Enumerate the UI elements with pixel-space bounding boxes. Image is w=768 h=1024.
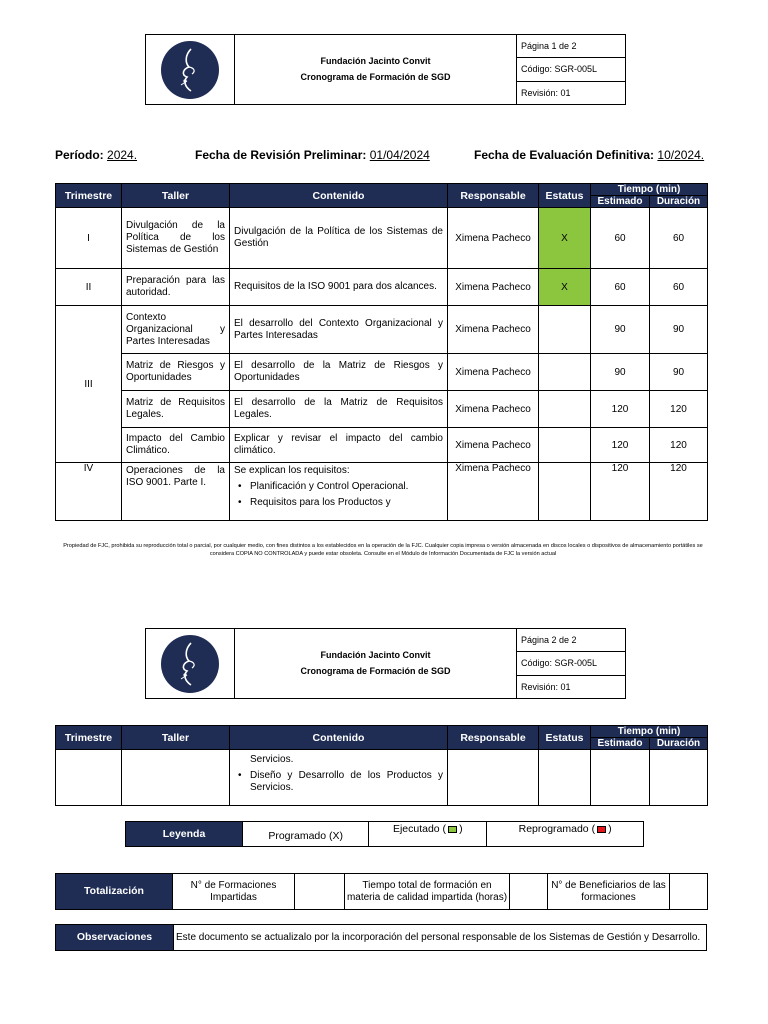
red-swatch-icon xyxy=(597,826,606,833)
doc-revision: Revisión: 01 xyxy=(517,81,626,104)
doc-revision: Revisión: 01 xyxy=(517,675,626,698)
header-taller: Taller xyxy=(122,184,230,208)
totals-formaciones-label: N° de Formaciones Impartidas xyxy=(173,874,295,910)
observations-label: Observaciones xyxy=(56,925,174,951)
document-title xyxy=(235,629,517,699)
totals-table xyxy=(55,873,708,910)
list-item: • Diseño y Desarrollo de los Productos y Servicios. xyxy=(238,770,443,794)
period: Período: 2024. xyxy=(55,148,138,162)
list-item: • Planificación y Control Operacional. xyxy=(238,481,443,493)
doc-code: Código: SGR-005L xyxy=(517,58,626,81)
header-duracion: Duración xyxy=(650,196,708,208)
page-number: Página 1 de 2 xyxy=(517,35,626,58)
review-date-value: 01/04/2024 xyxy=(369,148,430,162)
header-estatus: Estatus xyxy=(539,726,591,750)
green-swatch-icon xyxy=(448,826,457,833)
doc-title: Cronograma de Formación de SGD xyxy=(300,71,451,82)
table-row: Matriz de Requisitos Legales. El desarrollo de la Matriz de Requisitos Legales. Ximena Pacheco 120 120 xyxy=(56,391,708,428)
org-name: Fundación Jacinto Convit xyxy=(320,650,431,661)
status-executed: X xyxy=(539,208,591,269)
header-duracion: Duración xyxy=(650,738,708,750)
totals-beneficiarios-value xyxy=(670,874,708,910)
list-item: • Requisitos para los Productos y xyxy=(238,497,443,509)
observations-table xyxy=(55,924,707,951)
eval-date: Fecha de Evaluación Definitiva: 10/2024. xyxy=(474,148,705,162)
doc-code: Código: SGR-005L xyxy=(517,652,626,675)
document-header-page-2 xyxy=(145,628,626,699)
header-tiempo: Tiempo (min) xyxy=(591,184,708,196)
legend-ejecutado: Ejecutado ( ) xyxy=(369,822,487,847)
header-responsable: Responsable xyxy=(448,726,539,750)
period-value: 2024. xyxy=(107,148,138,162)
logo-cell xyxy=(146,35,235,105)
totals-label: Totalización xyxy=(56,874,173,910)
header-contenido: Contenido xyxy=(230,184,448,208)
requirements-list xyxy=(234,481,443,509)
header-trimestre: Trimestre xyxy=(56,726,122,750)
header-estatus: Estatus xyxy=(539,184,591,208)
review-date: Fecha de Revisión Preliminar: 01/04/2024 xyxy=(195,148,430,162)
footer-disclaimer: Propiedad de FJC, prohibida su reproducción total o parcial, por cualquier medio, con fines distintos a los establecidos en la operación de la FJC. Cualquier copia impresa o versión almacenada en discos locales o dispositivos de almacenamiento portátiles se considera COPIA NO CONTROLADA y puede estar obsoleta. Consulte en el Módulo de Información Documentada de FJC la versión actual xyxy=(63,543,703,557)
table-row: Impacto del Cambio Climático. Explicar y revisar el impacto del cambio climático. Ximena Pacheco 120 120 xyxy=(56,428,708,463)
schedule-table-continued xyxy=(55,725,708,806)
table-row: III Contexto Organizacional y Partes Interesadas El desarrollo del Contexto Organizacional y Partes Interesadas Ximena Pacheco 90 90 xyxy=(56,306,708,354)
legend-reprogramado: Reprogramado ( ) xyxy=(487,822,644,847)
eval-date-value: 10/2024. xyxy=(657,148,705,162)
observations-text: Este documento se actualizalo por la incorporación del personal responsable de los Sistemas de Gestión y Desarrollo. xyxy=(174,925,707,951)
table-row: Servicios. • Diseño y Desarrollo de los Productos y Servicios. xyxy=(56,750,708,806)
header-estimado: Estimado xyxy=(591,196,650,208)
document-header-page-1 xyxy=(145,34,626,105)
logo-cell xyxy=(146,629,235,699)
totals-beneficiarios-label: N° de Beneficiarios de las formaciones xyxy=(548,874,670,910)
totals-tiempo-label: Tiempo total de formación en materia de calidad impartida (horas) xyxy=(345,874,510,910)
header-estimado: Estimado xyxy=(591,738,650,750)
foundation-logo-icon xyxy=(161,635,219,693)
table-row: I Divulgación de la Política de los Sistemas de Gestión Divulgación de la Política de los Sistemas de Gestión Ximena Pacheco X 60 60 xyxy=(56,208,708,269)
legend-label: Leyenda xyxy=(126,822,243,847)
table-row: Matriz de Riesgos y Oportunidades El desarrollo de la Matriz de Riesgos y Oportunidades Ximena Pacheco 90 90 xyxy=(56,354,708,391)
header-trimestre: Trimestre xyxy=(56,184,122,208)
header-tiempo: Tiempo (min) xyxy=(591,726,708,738)
legend-programado: Programado (X) xyxy=(243,822,369,847)
status-executed: X xyxy=(539,269,591,306)
foundation-logo-icon xyxy=(161,41,219,99)
table-row: IV Operaciones de la ISO 9001. Parte I. Se explican los requisitos: • Planificación y Control Operacional. • Requisitos para los Productos y Ximena Pacheco 120 120 xyxy=(56,463,708,521)
org-name: Fundación Jacinto Convit xyxy=(320,56,431,67)
document-title xyxy=(235,35,517,105)
page-number: Página 2 de 2 xyxy=(517,629,626,652)
doc-title: Cronograma de Formación de SGD xyxy=(300,665,451,676)
schedule-table xyxy=(55,183,708,521)
legend xyxy=(125,821,644,847)
requirements-list xyxy=(234,770,443,794)
table-row: II Preparación para las autoridad. Requisitos de la ISO 9001 para dos alcances. Ximena Pacheco X 60 60 xyxy=(56,269,708,306)
header-taller: Taller xyxy=(122,726,230,750)
totals-formaciones-value xyxy=(295,874,345,910)
header-contenido: Contenido xyxy=(230,726,448,750)
header-responsable: Responsable xyxy=(448,184,539,208)
totals-tiempo-value xyxy=(510,874,548,910)
